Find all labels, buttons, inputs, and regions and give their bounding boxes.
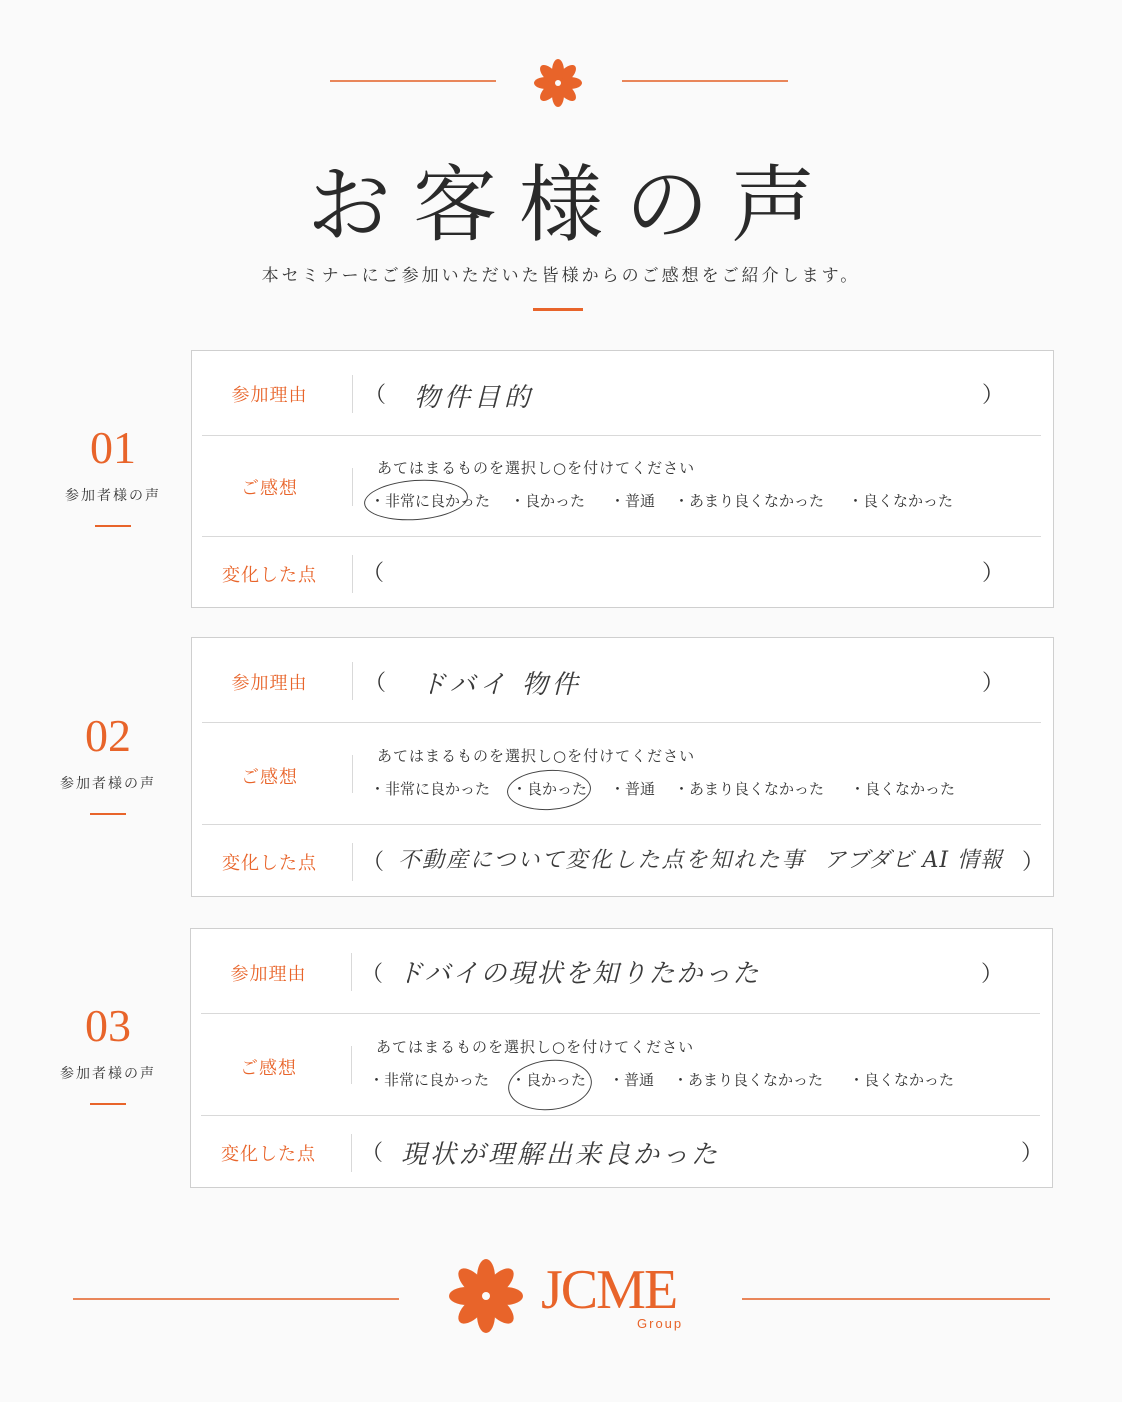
option-very-good: ・非常に良かった	[369, 1071, 490, 1089]
selection-circle	[506, 768, 592, 812]
option-good: ・良かった	[512, 780, 588, 798]
reason-row	[201, 929, 1040, 1013]
paren-open: （	[361, 962, 384, 987]
reason-label: 参加理由	[231, 385, 308, 406]
testimonial-caption: 参加者様の声	[65, 488, 161, 504]
top-right-line	[622, 80, 788, 82]
top-left-line	[330, 80, 496, 82]
option-good: ・良かった	[510, 492, 586, 510]
option-not-good: ・良くなかった	[848, 492, 954, 510]
instruction-text: あてはまるものを選択し○を付けてください	[376, 1038, 695, 1056]
impression-row	[202, 723, 1041, 824]
option-not-very-good: ・あまり良くなかった	[674, 780, 825, 798]
title-underline	[533, 308, 583, 311]
change-answer-extra: アブダビ AI 情報	[824, 848, 1004, 873]
option-not-good: ・良くなかった	[850, 780, 956, 798]
row-separator	[352, 662, 353, 700]
paren-open: （	[361, 1141, 384, 1166]
change-label: 変化した点	[222, 853, 317, 874]
change-answer: 現状が理解出来良かった	[401, 1140, 721, 1170]
reason-label: 参加理由	[231, 673, 308, 694]
reason-answer: 物件目的	[414, 383, 535, 413]
row-separator	[352, 375, 353, 413]
row-separator	[351, 1046, 352, 1084]
reason-row	[202, 351, 1041, 435]
testimonial-caption: 参加者様の声	[60, 776, 156, 792]
change-answer: 不動産について変化した点を知れた事	[398, 848, 806, 873]
change-row	[201, 1116, 1044, 1188]
testimonial-caption: 参加者様の声	[60, 1066, 156, 1082]
change-label: 変化した点	[222, 565, 317, 586]
page-title: お客様の声	[306, 156, 837, 254]
page-subtitle: 本セミナーにご参加いただいた皆様からのご感想をご紹介します。	[261, 266, 861, 286]
testimonial-card-03	[190, 928, 1053, 1188]
testimonial-number: 02	[85, 710, 131, 761]
impression-row	[202, 436, 1041, 536]
reason-label: 参加理由	[230, 964, 307, 985]
reason-row	[202, 638, 1041, 722]
option-normal: ・普通	[610, 780, 656, 798]
paren-close: ）	[982, 671, 1005, 696]
impression-row	[201, 1014, 1040, 1115]
footer-right-line	[742, 1298, 1050, 1300]
paren-close: ）	[981, 962, 1004, 987]
label-underline	[95, 525, 131, 527]
flower-icon	[533, 58, 583, 108]
impression-label: ご感想	[241, 767, 298, 788]
logo-subtext: Group	[637, 1316, 684, 1331]
row-separator	[351, 1134, 352, 1172]
impression-label: ご感想	[240, 1058, 297, 1079]
row-separator	[351, 953, 352, 991]
paren-open: （	[362, 561, 385, 586]
testimonial-card-01	[191, 350, 1054, 608]
reason-answer: ドバイの現状を知りたかった	[397, 959, 761, 989]
selection-circle	[506, 1056, 595, 1115]
paren-close: ）	[1022, 850, 1045, 875]
testimonial-label-01	[53, 422, 173, 527]
impression-label: ご感想	[241, 478, 298, 499]
paren-open: （	[364, 671, 387, 696]
change-label: 変化した点	[221, 1144, 316, 1165]
option-not-good: ・良くなかった	[849, 1071, 955, 1089]
row-separator	[352, 755, 353, 793]
footer-left-line	[73, 1298, 399, 1300]
option-normal: ・普通	[610, 492, 656, 510]
selection-circle	[363, 476, 470, 523]
paren-open: （	[362, 850, 385, 875]
option-good: ・良かった	[511, 1071, 587, 1089]
flower-logo-icon	[448, 1258, 524, 1334]
option-very-good: ・非常に良かった	[370, 780, 491, 798]
testimonial-number: 01	[90, 422, 136, 473]
testimonial-label-02	[48, 710, 168, 815]
row-separator	[352, 843, 353, 881]
option-not-very-good: ・あまり良くなかった	[673, 1071, 824, 1089]
paren-close: ）	[1021, 1141, 1044, 1166]
testimonial-number: 03	[85, 1000, 131, 1051]
row-separator	[352, 555, 353, 593]
paren-open: （	[364, 383, 387, 408]
testimonial-card-02	[191, 637, 1054, 897]
reason-answer: ドバイ 物件	[420, 670, 582, 700]
paren-close: ）	[982, 561, 1005, 586]
label-underline	[90, 1103, 126, 1105]
change-row	[202, 825, 1045, 897]
option-not-very-good: ・あまり良くなかった	[674, 492, 825, 510]
row-separator	[352, 468, 353, 506]
option-very-good: ・非常に良かった	[370, 492, 491, 510]
instruction-text: あてはまるものを選択し○を付けてください	[377, 459, 696, 477]
label-underline	[90, 813, 126, 815]
testimonial-label-03	[48, 1000, 168, 1105]
instruction-text: あてはまるものを選択し○を付けてください	[377, 747, 696, 765]
logo-wordmark: JCME	[541, 1259, 677, 1321]
change-row	[202, 537, 1041, 609]
paren-close: ）	[982, 383, 1005, 408]
option-normal: ・普通	[609, 1071, 655, 1089]
